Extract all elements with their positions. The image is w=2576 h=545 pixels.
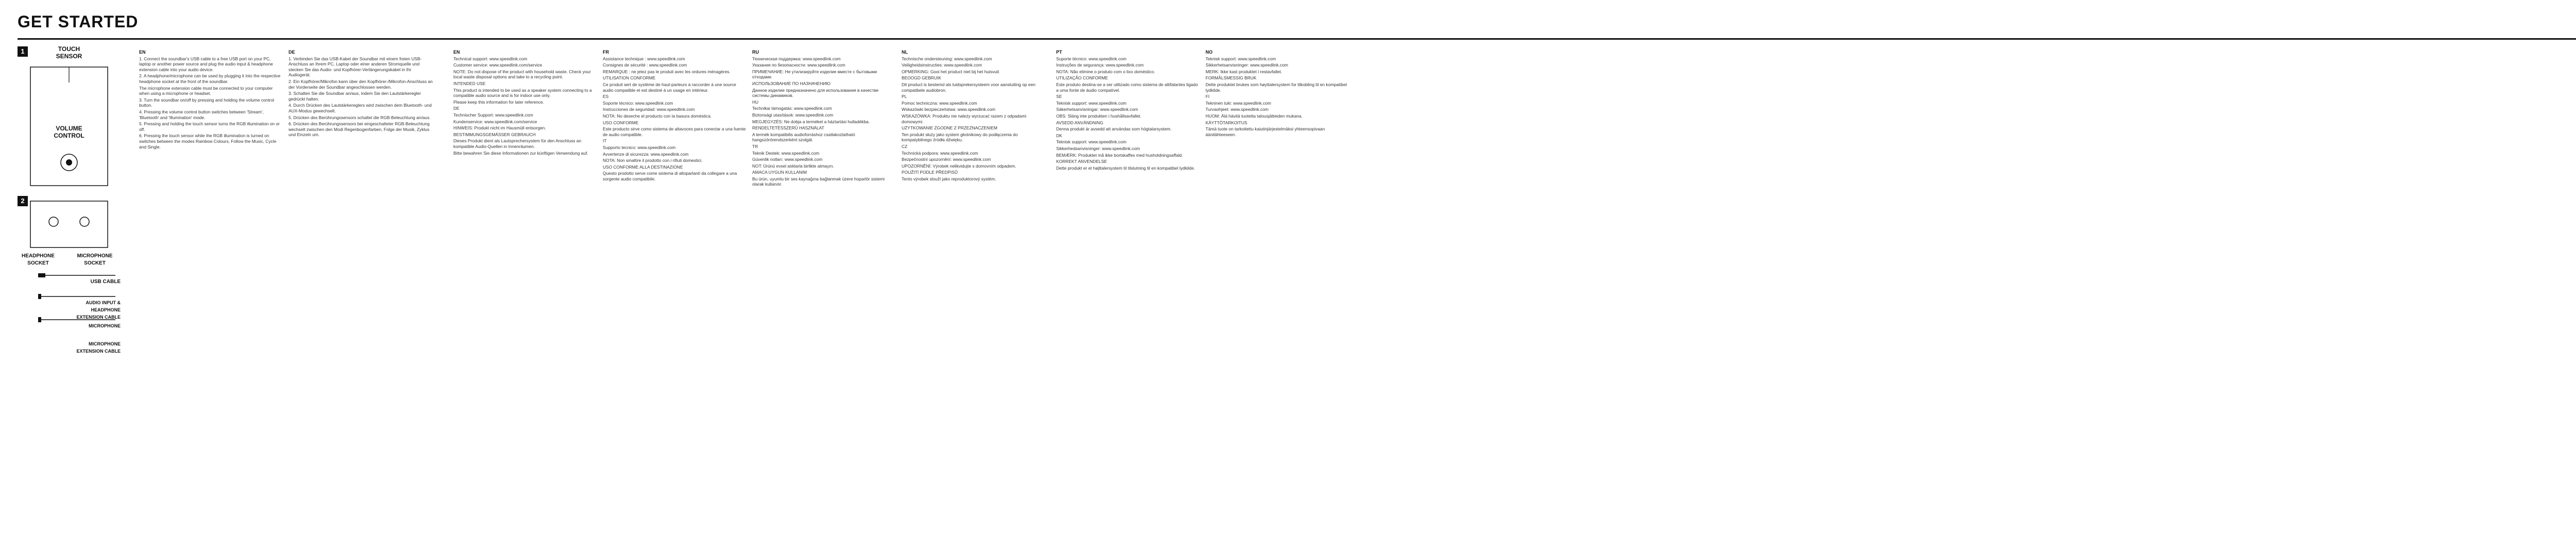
paragraph: INTENDED USE: [453, 80, 486, 86]
paragraph: UTILIZAÇÃO CONFORME: [1056, 75, 1108, 81]
paragraph: KORREKT ANVENDELSE: [1056, 159, 1107, 164]
paragraph: Technische ondersteuning: www.speedlink.com: [902, 56, 992, 61]
paragraph: 3. Schalten Sie die Soundbar an/aus, indem Sie den Lautstärkeregler gedrückt halten.: [289, 91, 421, 102]
paragraph: Turvaohjeet: www.speedlink.com: [1206, 107, 1269, 112]
paragraph: Kundenservice: www.speedlink.com/service: [453, 119, 537, 124]
paragraph: 1. Connect the soundbar's USB cable to a free USB port on your PC, laptop or another power source and plug the audio input & headphone extension cable into your audio device.: [139, 56, 273, 72]
paragraph: Teknisk support: www.speedlink.com: [1056, 100, 1127, 106]
diagram: [18, 46, 121, 335]
paragraph: 4. Pressing the volume control button switches between 'Stream', 'Bluetooth' and 'Illumination' mode.: [139, 109, 264, 120]
paragraph: Dette produktet brukes som høyttalersystem for tilkobling til en kompatibel lydkilde.: [1206, 81, 1347, 93]
text-column: [1056, 46, 1200, 521]
paragraph: Ce produit sert de système de haut-parleurs à raccorder à une source audio compatible et est destiné à un usage en intérieur.: [603, 81, 736, 93]
paragraph: Teknisk support: www.speedlink.com: [1206, 56, 1276, 61]
badge-2: 2: [18, 196, 28, 206]
paragraph: USO CONFORME ALLA DESTINAZIONE: [603, 164, 683, 170]
paragraph: Ten produkt służy jako system głośnikowy do podłączenia do kompatybilnego źródła dźwięku.: [902, 131, 1018, 143]
paragraph: AVSEDD ANVÄNDNING: [1056, 120, 1104, 125]
paragraph: Wskazówki bezpieczeństwa: www.speedlink.com: [902, 107, 995, 112]
paragraph: BESTIMMUNGSGEMÄSSER GEBRAUCH: [453, 131, 536, 137]
text-column: [603, 46, 747, 521]
paragraph: BEMÆRK: Produktet må ikke bortskaffes med husholdningsaffald.: [1056, 152, 1183, 158]
language-heading: PT: [1056, 49, 1062, 55]
paragraph: Technikai támogatás: www.speedlink.com: [752, 106, 832, 111]
paragraph: ES: [603, 94, 609, 100]
paragraph: FI: [1206, 94, 1210, 100]
paragraph: Sikkerhedsanvisninger: www.speedlink.com: [1056, 145, 1140, 151]
paragraph: PL: [902, 94, 907, 100]
paragraph: RENDELTETÉSSZERŰ HASZNÁLAT: [752, 125, 824, 131]
paragraph: DK: [1056, 133, 1062, 138]
paragraph: MERK: Ikke kast produktet i restavfallet.: [1206, 69, 1282, 74]
paragraph: Tekninen tuki: www.speedlink.com: [1206, 100, 1272, 106]
language-heading: RU: [752, 49, 759, 55]
headphone-socket-label: HEADPHONE SOCKET: [22, 253, 55, 266]
paragraph: POUŽITÍ PODLE PŘEDPISŮ: [902, 170, 958, 175]
page-title: GET STARTED: [18, 12, 139, 31]
paragraph: HU: [752, 99, 759, 105]
paragraph: Güvenlik notları: www.speedlink.com: [752, 157, 823, 162]
paragraph: IT: [603, 138, 607, 144]
paragraph: Technical support: www.speedlink.com: [453, 56, 528, 61]
paragraph: Tento výrobek slouží jako reproduktorový systém.: [902, 176, 996, 181]
paragraph: Tämä tuote on tarkoitettu kaiutinjärjestelmäksi yhteensopivaan äänilähteeseen.: [1206, 126, 1325, 137]
paragraph: Suporte técnico: www.speedlink.com: [1056, 56, 1127, 61]
microphone-label: MICROPHONE: [88, 323, 121, 328]
paragraph: NOTA: No deseche el producto con la basura doméstica.: [603, 113, 712, 119]
paragraph: UTILISATION CONFORME: [603, 75, 656, 81]
paragraph: 3. Turn the soundbar on/off by pressing and holding the volume control button.: [139, 97, 274, 108]
paragraph: NOT: Ürünü evsel atıklarla birlikte atmayın.: [752, 163, 834, 169]
paragraph: 4. Durch Drücken des Lautstärkereglers wird zwischen dem Bluetooth- und AUX-Modus gewechselt.: [289, 103, 432, 113]
paragraph: Bitte bewahren Sie diese Informationen zur künftigen Verwendung auf.: [453, 150, 588, 156]
paragraph: USO CONFORME: [603, 120, 639, 125]
paragraph: OPMERKING: Gooi het product niet bij het huisvuil.: [902, 69, 1000, 74]
paragraph: 5. Drücken des Berührungssensors schaltet die RGB-Beleuchtung an/aus.: [289, 114, 431, 120]
paragraph: Техническая поддержка: www.speedlink.com: [752, 56, 841, 61]
paragraph: Dieses Produkt dient als Lautsprechersystem für den Anschluss an kompatible Audio-Quellen in Innenräumen.: [453, 138, 582, 149]
paragraph: Instruções de segurança: www.speedlink.com: [1056, 62, 1144, 68]
paragraph: MEGJEGYZÉS: Ne dobja a terméket a háztartási hulladékba.: [752, 119, 870, 124]
paragraph: OBS: Släng inte produkten i hushållsavfallet.: [1056, 113, 1142, 119]
paragraph: WSKAZÓWKA: Produktu nie należy wyrzucać razem z odpadami domowymi.: [902, 113, 1027, 124]
paragraph: Biztonsági utasítások: www.speedlink.com: [752, 112, 834, 118]
paragraph: This product is intended to be used as a speaker system connecting to a compatible audio source and is for indoor use only.: [453, 87, 592, 98]
paragraph: Questo prodotto serve come sistema di altoparlanti da collegare a una sorgente audio compatibile.: [603, 171, 737, 181]
paragraph: Assistance technique : www.speedlink.com: [603, 56, 685, 61]
paragraph: SE: [1056, 94, 1062, 100]
paragraph: AMACA UYGUN KULLANIM: [752, 170, 807, 175]
paragraph: Soporte técnico: www.speedlink.com: [603, 100, 673, 106]
paragraph: CZ: [902, 143, 908, 149]
language-heading: EN: [139, 49, 146, 55]
title-rule: [18, 38, 2576, 40]
paragraph: HUOM: Älä hävitä tuotetta talousjätteiden mukana.: [1206, 113, 1303, 119]
paragraph: 1. Verbinden Sie das USB-Kabel der Soundbar mit einem freien USB-Anschluss an Ihrem PC, Laptop oder einer anderen Stromquelle und stecken Sie das Audio- und Kopfhörer-Verlängerungskabel in Ihr Audiogerät.: [289, 56, 422, 78]
paragraph: A termék kompatibilis audioforráshoz csatlakoztatható hangszórórendszerként szolgál.: [752, 131, 855, 143]
paragraph: UPOZORNĚNÍ: Výrobek nelikvidujte s domovním odpadem.: [902, 163, 1016, 169]
language-heading: DE: [289, 49, 295, 55]
language-heading: FR: [603, 49, 609, 55]
paragraph: FORMÅLSMESSIG BRUK: [1206, 75, 1257, 81]
paragraph: Avvertenze di sicurezza: www.speedlink.com: [603, 151, 689, 157]
text-column: [752, 46, 896, 521]
text-column: [453, 46, 598, 521]
paragraph: 2. A headphone/microphone can be used by plugging it into the respective headphone socket at the front of the soundbar.: [139, 73, 281, 84]
paragraph: Technická podpora: www.speedlink.com: [902, 150, 978, 156]
audio-input-label: AUDIO INPUT & HEADPHONE EXTENSION CABLE: [76, 300, 121, 320]
paragraph: Dette produkt er et højttalersystem til tilslutning til en kompatibel lydkilde.: [1056, 165, 1195, 171]
paragraph: 5. Pressing and holding the touch sensor turns the RGB illumination on or off.: [139, 121, 280, 132]
paragraph: Указания по безопасности: www.speedlink.com: [752, 62, 845, 68]
paragraph: Säkerhetsanvisningar: www.speedlink.com: [1056, 107, 1138, 112]
paragraph: Este producto sirve como sistema de altavoces para conectar a una fuente de audio compatible.: [603, 126, 746, 137]
paragraph: Veiligheidsinstructies: www.speedlink.com: [902, 62, 982, 68]
paragraph: Данное изделие предназначено для использования в качестве системы динамиков.: [752, 87, 879, 98]
paragraph: Bezpečnostní upozornění: www.speedlink.com: [902, 157, 991, 162]
text-column: [1206, 46, 1350, 521]
paragraph: Consignes de sécurité : www.speedlink.com: [603, 62, 687, 68]
text-column: [139, 46, 283, 521]
paragraph: Customer service: www.speedlink.com/service: [453, 62, 543, 68]
paragraph: The microphone extension cable must be connected to your computer when using a microphone or headset.: [139, 85, 273, 96]
paragraph: TR: [752, 143, 758, 149]
paragraph: Please keep this information for later reference.: [453, 99, 544, 105]
paragraph: REMARQUE : ne jetez pas le produit avec les ordures ménagères.: [603, 69, 731, 74]
paragraph: NOTE: Do not dispose of the product with household waste. Check your local waste disposal options and take to a recycling point.: [453, 69, 591, 80]
paragraph: Dit product is bestemd als luidsprekersysteem voor aansluiting op een compatibele audiobron.: [902, 81, 1036, 93]
paragraph: Este produto destina-se a ser utilizado como sistema de altifalantes ligado a uma fonte de áudio compatível.: [1056, 81, 1198, 93]
paragraph: 6. Pressing the touch sensor while the RGB illumination is turned on switches between the modes Rainbow Colours, Follow the Music, Cycle and Single.: [139, 133, 277, 150]
text-column: [902, 46, 1046, 521]
language-heading: NL: [902, 49, 908, 55]
microphone-socket-label: MICROPHONE SOCKET: [77, 253, 113, 266]
paragraph: Teknik Destek: www.speedlink.com: [752, 150, 820, 156]
paragraph: 6. Drücken des Berührungssensors bei eingeschalteter RGB-Beleuchtung wechselt zwischen den Modi Regenbogenfarben, Folge der Musik, Zyklus und Einzeln um.: [289, 121, 430, 138]
paragraph: ИСПОЛЬЗОВАНИЕ ПО НАЗНАЧЕНИЮ: [752, 80, 831, 86]
paragraph: NOTA: Não elimine o produto com o lixo doméstico.: [1056, 69, 1156, 74]
soundbar-illustration: [18, 46, 121, 335]
paragraph: Instrucciones de seguridad: www.speedlink.com: [603, 107, 695, 112]
touch-sensor-label: TOUCH SENSOR: [56, 45, 82, 60]
paragraph: Sikkerhetsanvisninger: www.speedlink.com: [1206, 62, 1289, 68]
paragraph: UŻYTKOWANIE ZGODNE Z PRZEZNACZENIEM: [902, 125, 997, 131]
volume-control-label: VOLUME CONTROL: [54, 125, 84, 139]
language-heading: EN: [453, 49, 460, 55]
microphone-extension-label: MICROPHONE EXTENSION CABLE: [76, 341, 121, 354]
paragraph: Denna produkt är avsedd att användas som högtalarsystem.: [1056, 126, 1172, 132]
paragraph: Teknisk support: www.speedlink.com: [1056, 139, 1127, 145]
paragraph: HINWEIS: Produkt nicht im Hausmüll entsorgen.: [453, 125, 546, 131]
language-heading: NO: [1206, 49, 1213, 55]
usb-cable-label: USB CABLE: [90, 279, 121, 285]
paragraph: Bu ürün, uyumlu bir ses kaynağına bağlanmak üzere hoparlör sistemi olarak kullanılır.: [752, 176, 885, 187]
paragraph: BEOOGD GEBRUIK: [902, 75, 941, 81]
paragraph: Pomoc techniczna: www.speedlink.com: [902, 100, 977, 106]
paragraph: 2. Ein Kopfhörer/Mikrofon kann über den Kopfhörer-/Mikrofon-Anschluss an der Vorderseite der Soundbar angeschlossen werden.: [289, 78, 433, 90]
badge-1: 1: [18, 46, 28, 57]
text-column: [289, 46, 433, 521]
paragraph: NOTA: Non smaltire il prodotto con i rifiuti domestici.: [603, 158, 703, 163]
paragraph: DE: [453, 106, 460, 111]
paragraph: Supporto tecnico: www.speedlink.com: [603, 144, 676, 150]
paragraph: KÄYTTÖTARKOITUS: [1206, 120, 1247, 125]
paragraph: ПРИМЕЧАНИЕ: Не утилизируйте изделие вместе с бытовыми отходами.: [752, 69, 877, 80]
paragraph: Technischer Support: www.speedlink.com: [453, 112, 533, 118]
